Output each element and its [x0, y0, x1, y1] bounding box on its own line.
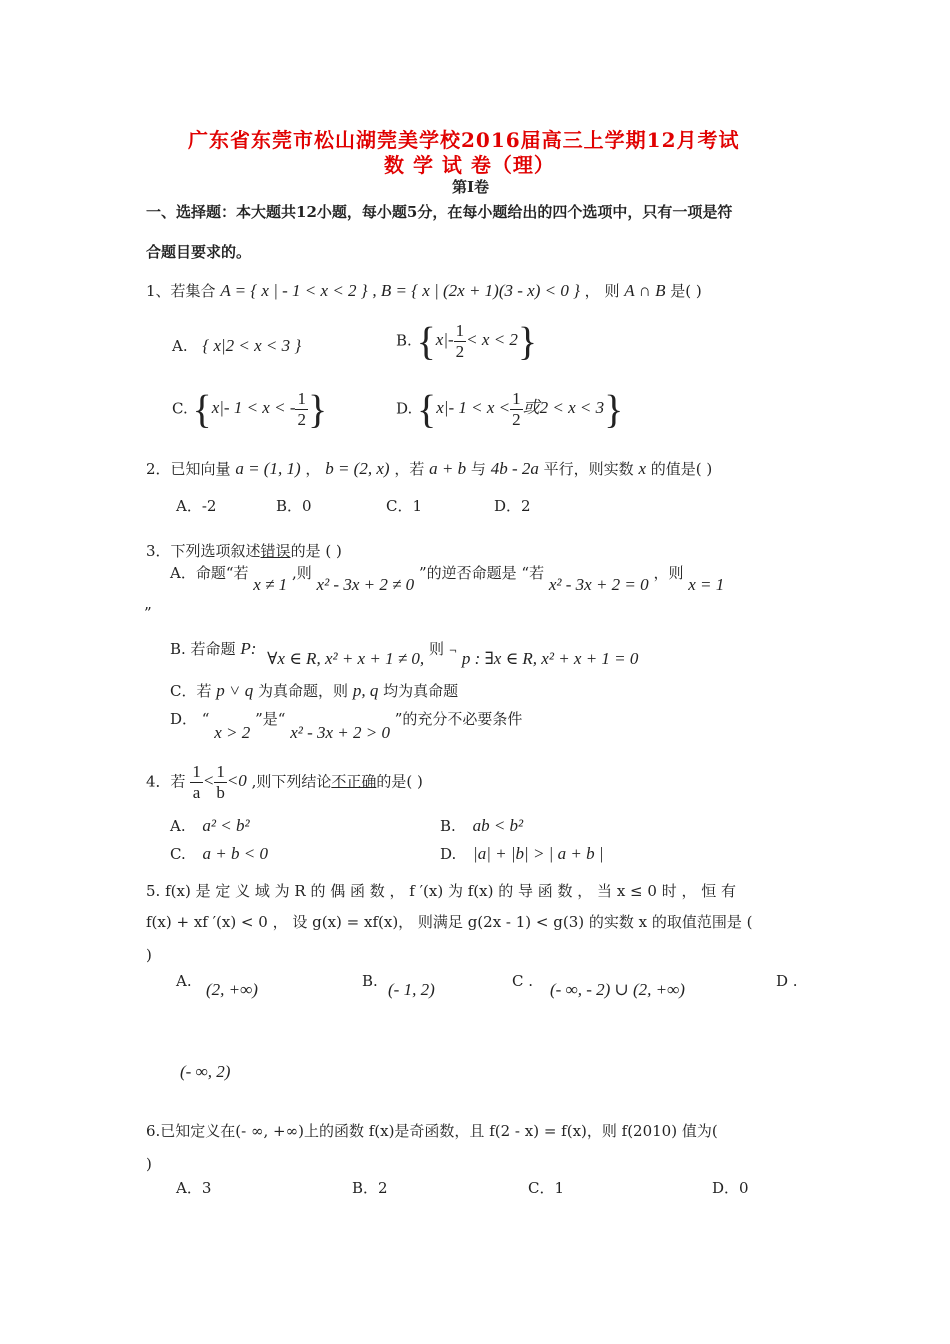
q5-option-c-label: C . [512, 972, 534, 990]
section-label: 第Ⅰ卷 [452, 178, 490, 196]
intersection-expr: A ∩ B [624, 281, 666, 300]
q6-option-a: A．3 [176, 1179, 212, 1197]
intro-line-2: 合题目要求的。 [146, 243, 252, 261]
q1-option-c: C. {x|- 1 < x < - $\frac{1}{2}$ } [172, 387, 328, 432]
intro-line-1: 一、选择题：本大题共12小题，每小题5分，在每小题给出的四个选项中，只有一项是符 [146, 203, 733, 221]
q5-option-d: (- ∞, 2) [180, 1062, 231, 1081]
question-6-line-1: 6.已知定义在(- ∞, +∞)上的函数 f(x)是奇函数，且 f(2 - x) = f(x)，则 f(2010) 值为( [146, 1122, 718, 1140]
q6-option-d: D．0 [712, 1179, 749, 1197]
question-3-stem: 3．下列选项叙述错误的是 ( ) [146, 542, 342, 560]
q5-option-c: (- ∞, - 2) ∪ (2, +∞) [550, 980, 685, 999]
set-a: A = { x | - 1 < x < 2 } [220, 281, 368, 300]
q4-option-d: D. |a| + |b| > | a + b | [440, 844, 604, 863]
q4-option-c: C. a + b < 0 [170, 844, 268, 863]
q2-option-b: B．0 [276, 497, 312, 515]
q2-option-d: D．2 [494, 497, 531, 515]
q5-option-b: (- 1, 2) [388, 980, 435, 999]
page-title: 广东省东莞市松山湖莞美学校2016届高三上学期12月考试 [188, 128, 740, 152]
question-5-line-1: 5. f(x) 是 定 义 域 为 R 的 偶 函 数 ， f ′(x) 为 f(x) 的 导 函 数 ， 当 x ≤ 0 时 ， 恒 有 [146, 882, 737, 900]
q2-option-a: A．-2 [176, 497, 217, 515]
q1-option-a: A. { x|2 < x < 3 } [172, 336, 302, 355]
set-b: , B = { x | (2x + 1)(3 - x) < 0 } [372, 281, 580, 300]
q3-option-d: D． “ x > 2 ”是“ x² - 3x + 2 > 0 ”的充分不必要条件 [170, 710, 523, 742]
q3-option-a-end: ” [144, 604, 152, 622]
question-1-stem: 1、若集合 A = { x | - 1 < x < 2 } , B = { x | (2x + 1)(3 - x) < 0 } ， 则 A ∩ B 是( ) [146, 281, 702, 300]
page-subtitle: 数 学 试 卷（理） [384, 153, 555, 177]
q6-option-b: B．2 [352, 1179, 388, 1197]
q5-option-a: (2, +∞) [206, 980, 258, 999]
question-2-stem: 2．已知向量 a = (1, 1) ， b = (2, x) ，若 a + b 与 4b - 2a 平行，则实数 x 的值是( ) [146, 459, 713, 478]
q5-option-a-label: A. [176, 972, 192, 990]
q3-option-c: C．若 p ˅ q 为真命题，则 p, q 均为真命题 [170, 681, 459, 700]
q2-option-c: C．1 [386, 497, 423, 515]
q5-option-d-label: D . [776, 972, 798, 990]
q6-option-c: C．1 [528, 1179, 565, 1197]
q4-option-b: B. ab < b² [440, 816, 524, 835]
q3-option-b: B. 若命题 P: ∀x ∈ R, x² + x + 1 ≠ 0, 则 ¬ p : ∃x ∈ R, x² + x + 1 = 0 [170, 639, 639, 668]
q4-option-a: A. a² < b² [170, 816, 250, 835]
q1-option-b: B. {x|- $\frac{1}{2}$ < x < 2} [396, 319, 538, 364]
q5-option-b-label: B. [362, 972, 378, 990]
question-4-stem: 4．若 $\frac{1}{a}$ < $\frac{1}{b}$ <0 ,则下列结论不正确的是( ) [146, 762, 423, 802]
question-5-line-3: ) [146, 946, 152, 964]
underlined-word: 不正确 [331, 772, 377, 791]
question-5-line-2: f(x) + xf ′(x) < 0 ， 设 g(x) = xf(x)， 则满足 g(2x - 1) < g(3) 的实数 x 的取值范围是 ( [146, 913, 753, 931]
q3-option-a-line1: A．命题“若 x ≠ 1 ,则 x² - 3x + 2 ≠ 0 ”的逆否命题是 “若 x² - 3x + 2 = 0 ，则 x = 1 [170, 564, 725, 594]
underlined-word: 错误 [260, 542, 291, 560]
question-6-line-2: ) [146, 1155, 152, 1173]
q1-option-d: D. {x|- 1 < x < $\frac{1}{2}$ 或2 < x < 3} [396, 387, 624, 432]
